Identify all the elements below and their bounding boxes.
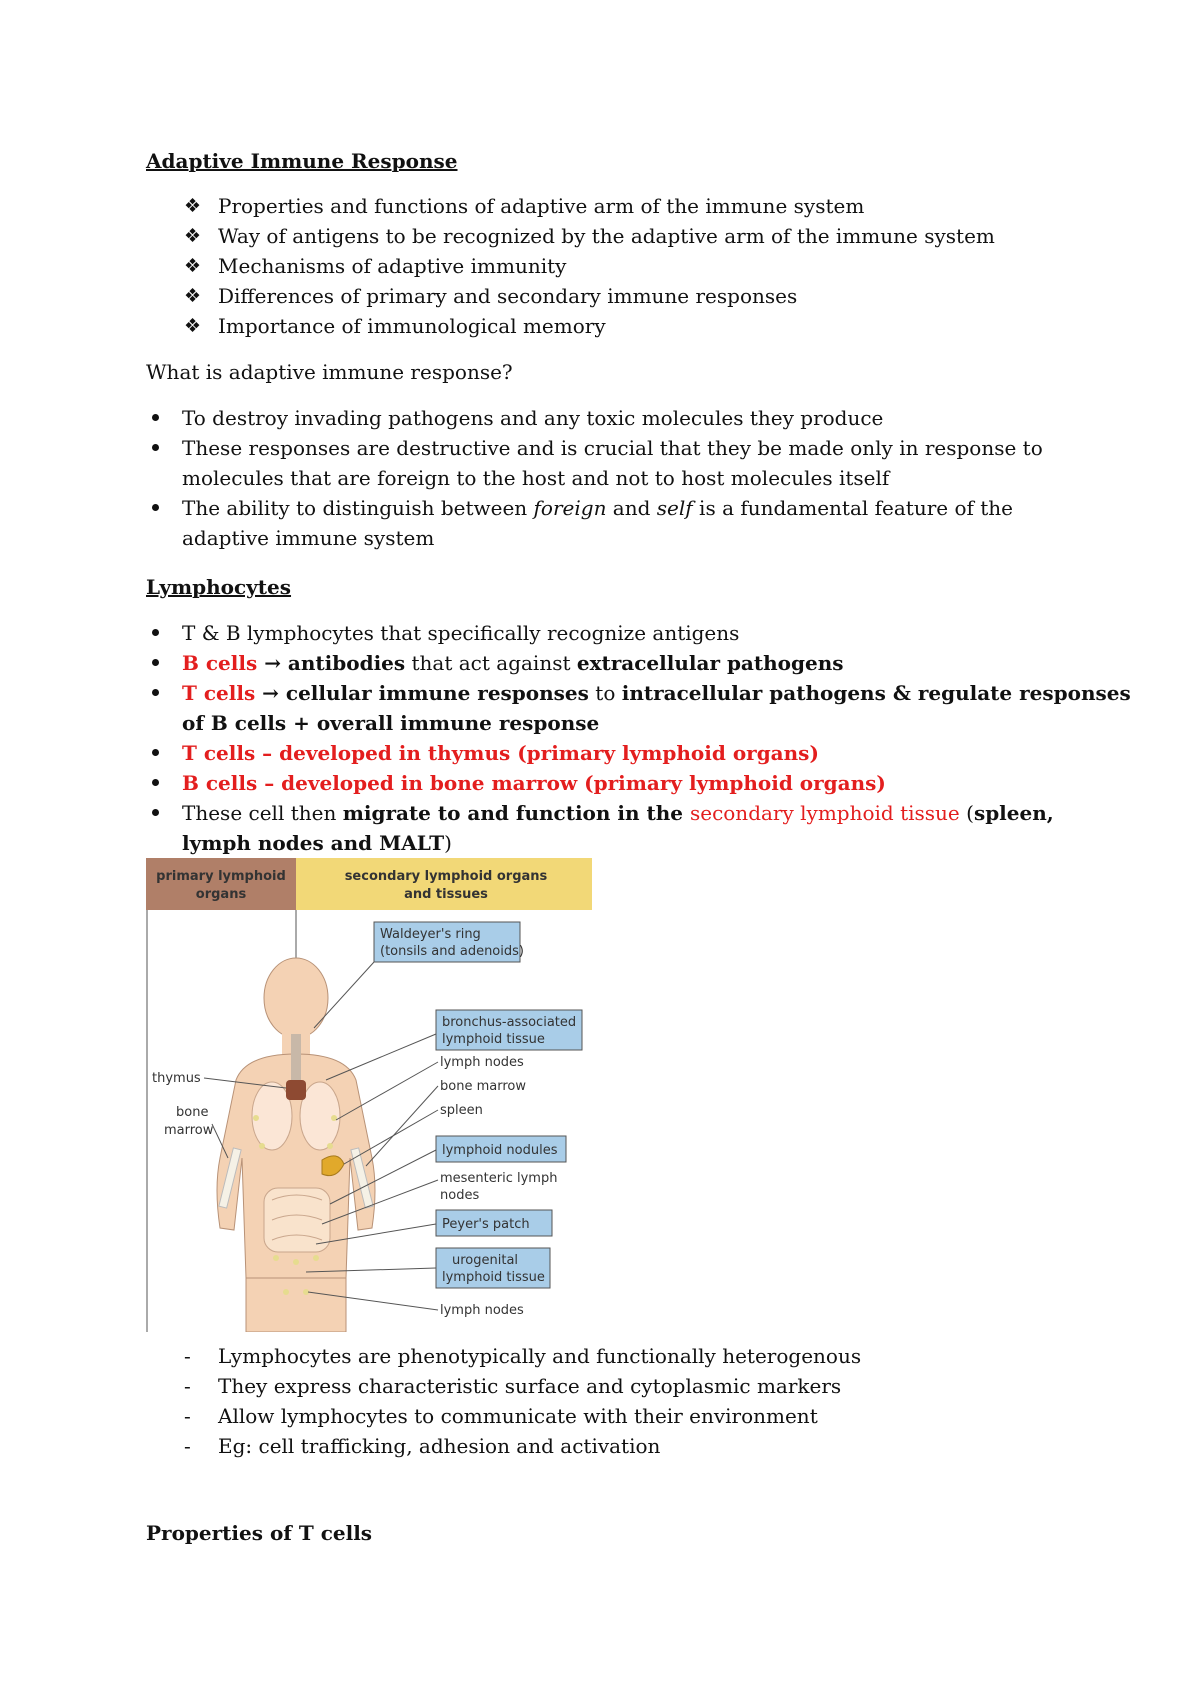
label-marrow: marrow — [164, 1123, 214, 1138]
list-item: Eg: cell trafficking, adhesion and activation — [218, 1434, 661, 1458]
text-run: that act against — [405, 651, 577, 675]
label-waldeyer-line1: Waldeyer's ring — [380, 927, 481, 942]
diamond-bullet-icon: ❖ — [184, 195, 202, 217]
list-item: Importance of immunological memory — [218, 314, 606, 338]
list-item — [182, 493, 1013, 523]
body-silhouette — [217, 958, 375, 1332]
label-spleen: spleen — [440, 1103, 483, 1118]
what-is-question: What is adaptive immune response? — [146, 360, 513, 384]
list-item: To destroy invading pathogens and any toxic molecules they produce — [182, 406, 884, 430]
label-mesenteric-line1: mesenteric lymph — [440, 1171, 558, 1186]
list-item: They express characteristic surface and cytoplasmic markers — [218, 1374, 842, 1398]
emphasis-foreign: foreign — [533, 496, 607, 520]
dash-bullet-icon: - — [184, 1374, 191, 1398]
text-run-bold: lymph nodes and MALT — [182, 831, 445, 855]
arrow-icon: → — [257, 651, 288, 675]
label-lymph-nodes-lower: lymph nodes — [440, 1303, 524, 1318]
text-run-red: secondary lymphoid tissue — [689, 801, 960, 825]
text-run: ( — [959, 801, 974, 825]
bullet-dot-icon — [152, 659, 159, 666]
label-balt-line2: lymphoid tissue — [442, 1032, 545, 1047]
text-run: to — [588, 681, 622, 705]
text-run: ) — [444, 831, 452, 855]
list-item: Differences of primary and secondary immune responses — [218, 284, 798, 308]
text-run: is a fundamental feature of the — [692, 496, 1014, 520]
dash-bullet-icon: - — [184, 1344, 191, 1368]
text-run: and — [606, 496, 657, 520]
list-item — [182, 678, 1131, 708]
list-item-continuation: of B cells + overall immune response — [182, 711, 600, 735]
bullet-dot-icon — [152, 809, 159, 816]
label-mesenteric-line2: nodes — [440, 1188, 480, 1203]
adaptive-heading: Adaptive Immune Response — [146, 149, 458, 173]
text-run-bold: intracellular pathogens & regulate responses — [621, 681, 1131, 705]
diamond-bullet-icon: ❖ — [184, 255, 202, 277]
bullet-dot-icon — [152, 444, 159, 451]
diamond-bullet-icon: ❖ — [184, 225, 202, 247]
arrow-icon: → — [255, 681, 286, 705]
header-primary-line2: organs — [195, 887, 247, 902]
label-urogenital-line2: lymphoid tissue — [442, 1270, 545, 1285]
text-run-bold: spleen, — [973, 801, 1054, 825]
lymphoid-organs-diagram — [146, 858, 592, 1332]
text-run: These cell then — [182, 801, 343, 825]
dash-bullet-icon: - — [184, 1404, 191, 1428]
label-waldeyer-line2: (tonsils and adenoids) — [380, 944, 524, 959]
list-item: T cells – developed in thymus (primary lymphoid organs) — [182, 741, 819, 765]
label-bone-marrow: bone marrow — [440, 1079, 526, 1094]
list-item: Properties and functions of adaptive arm of the immune system — [218, 194, 865, 218]
list-item: These responses are destructive and is crucial that they be made only in response to — [182, 436, 1043, 460]
text-run: The ability to distinguish between — [182, 496, 534, 520]
bullet-dot-icon — [152, 749, 159, 756]
header-secondary-line2: and tissues — [404, 887, 488, 902]
emphasis-self: self — [656, 496, 693, 520]
thymus-organ — [286, 1080, 306, 1100]
header-primary-line1: primary lymphoid — [156, 869, 286, 884]
label-lymph-nodes-upper: lymph nodes — [440, 1055, 524, 1070]
label-lymphoid-nodules: lymphoid nodules — [442, 1143, 558, 1158]
bullet-dot-icon — [152, 689, 159, 696]
list-item-continuation: adaptive immune system — [182, 526, 435, 550]
text-run-bold: migrate to and function in the — [342, 801, 690, 825]
text-run-bold: cellular immune responses — [285, 681, 589, 705]
diamond-bullet-icon: ❖ — [184, 285, 202, 307]
text-run-red: B cells — [182, 651, 258, 675]
label-bone: bone — [176, 1105, 209, 1120]
text-run-bold: antibodies — [287, 651, 406, 675]
bullet-dot-icon — [152, 504, 159, 511]
list-item: Mechanisms of adaptive immunity — [218, 254, 567, 278]
dash-bullet-icon: - — [184, 1434, 191, 1458]
bullet-dot-icon — [152, 414, 159, 421]
label-balt-line1: bronchus-associated — [442, 1015, 577, 1030]
label-urogenital-line1: urogenital — [452, 1253, 519, 1268]
list-item-continuation: molecules that are foreign to the host and not to host molecules itself — [182, 466, 890, 490]
primary-header-band — [146, 858, 296, 910]
text-run-bold: extracellular pathogens — [576, 651, 844, 675]
list-item-continuation — [182, 828, 452, 858]
label-thymus: thymus — [152, 1071, 201, 1086]
bullet-dot-icon — [152, 629, 159, 636]
list-item — [182, 798, 1054, 828]
list-item — [182, 648, 844, 678]
list-item: T & B lymphocytes that specifically recognize antigens — [182, 621, 740, 645]
label-peyers-patch: Peyer's patch — [442, 1217, 530, 1232]
properties-heading: Properties of T cells — [146, 1521, 373, 1545]
bullet-dot-icon — [152, 779, 159, 786]
lymphocytes-heading: Lymphocytes — [146, 575, 292, 599]
diamond-bullet-icon: ❖ — [184, 315, 202, 337]
list-item: Lymphocytes are phenotypically and functionally heterogenous — [218, 1344, 862, 1368]
text-run-red: T cells — [182, 681, 256, 705]
list-item: B cells – developed in bone marrow (primary lymphoid organs) — [182, 771, 886, 795]
list-item: Way of antigens to be recognized by the adaptive arm of the immune system — [218, 224, 995, 248]
secondary-header-band — [296, 858, 592, 910]
header-secondary-line1: secondary lymphoid organs — [344, 869, 548, 884]
list-item: Allow lymphocytes to communicate with their environment — [218, 1404, 818, 1428]
